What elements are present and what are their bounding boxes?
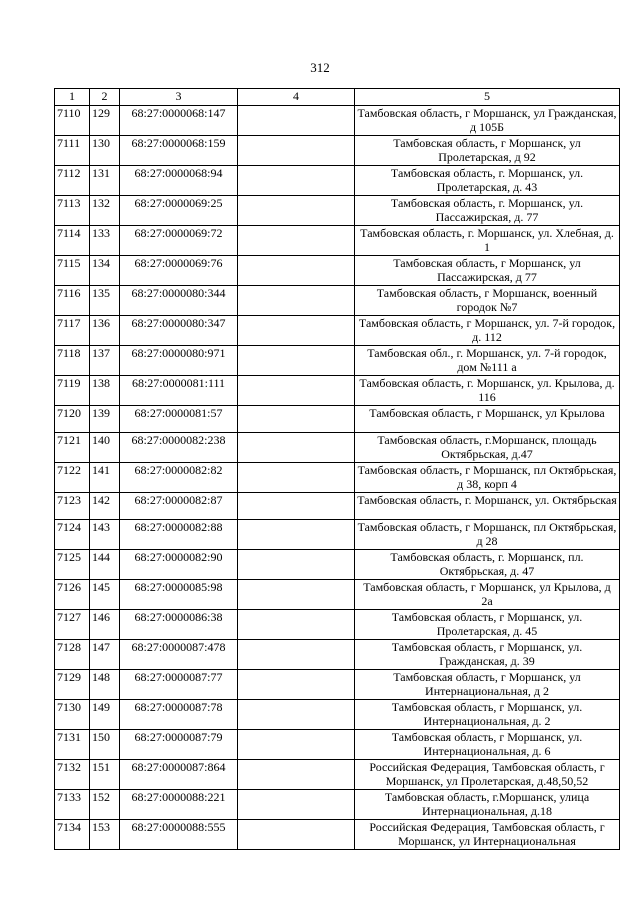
address-cell: Тамбовская область, г Моршанск, ул Гражданская, д 105Б bbox=[355, 106, 620, 136]
local-number-cell: 143 bbox=[90, 520, 120, 550]
cadastral-number-cell: 68:27:0000069:76 bbox=[120, 256, 238, 286]
table-row bbox=[55, 316, 620, 346]
table-row bbox=[55, 730, 620, 760]
table-row bbox=[55, 406, 620, 433]
column-4-cell bbox=[238, 316, 355, 346]
local-number-cell: 136 bbox=[90, 316, 120, 346]
local-number-cell: 152 bbox=[90, 790, 120, 820]
table-row bbox=[55, 346, 620, 376]
address-cell: Тамбовская область, г Моршанск, ул. Интернациональная, д. 6 bbox=[355, 730, 620, 760]
cadastral-number-cell: 68:27:0000081:57 bbox=[120, 406, 238, 433]
address-cell: Тамбовская область, г Моршанск, ул. Пролетарская, д. 45 bbox=[355, 610, 620, 640]
address-cell: Тамбовская область, г. Моршанск, ул. Пассажирская, д. 77 bbox=[355, 196, 620, 226]
row-number-cell: 7111 bbox=[55, 136, 90, 166]
column-4-cell bbox=[238, 760, 355, 790]
column-header-4: 4 bbox=[238, 89, 355, 106]
address-cell: Российская Федерация, Тамбовская область, г Моршанск, ул Пролетарская, д.48,50,52 bbox=[355, 760, 620, 790]
column-4-cell bbox=[238, 820, 355, 850]
address-cell: Тамбовская область, г Моршанск, военный городок №7 bbox=[355, 286, 620, 316]
table-row bbox=[55, 286, 620, 316]
row-number-cell: 7130 bbox=[55, 700, 90, 730]
column-4-cell bbox=[238, 256, 355, 286]
row-number-cell: 7121 bbox=[55, 433, 90, 463]
column-4-cell bbox=[238, 376, 355, 406]
cadastral-number-cell: 68:27:0000082:87 bbox=[120, 493, 238, 520]
cadastral-number-cell: 68:27:0000082:88 bbox=[120, 520, 238, 550]
address-cell: Тамбовская обл., г. Моршанск, ул. 7-й городок, дом №111 а bbox=[355, 346, 620, 376]
row-number-cell: 7124 bbox=[55, 520, 90, 550]
cadastral-number-cell: 68:27:0000069:72 bbox=[120, 226, 238, 256]
column-4-cell bbox=[238, 700, 355, 730]
table-row bbox=[55, 580, 620, 610]
address-cell: Тамбовская область, г. Моршанск, ул. Хлебная, д. 1 bbox=[355, 226, 620, 256]
table-row bbox=[55, 136, 620, 166]
column-4-cell bbox=[238, 166, 355, 196]
cadastral-number-cell: 68:27:0000068:159 bbox=[120, 136, 238, 166]
row-number-cell: 7119 bbox=[55, 376, 90, 406]
address-cell: Тамбовская область, г.Моршанск, площадь Октябрьская, д.47 bbox=[355, 433, 620, 463]
cadastral-number-cell: 68:27:0000087:78 bbox=[120, 700, 238, 730]
column-4-cell bbox=[238, 196, 355, 226]
page-number: 312 bbox=[310, 60, 330, 75]
table-row bbox=[55, 550, 620, 580]
table-row bbox=[55, 196, 620, 226]
row-number-cell: 7125 bbox=[55, 550, 90, 580]
local-number-cell: 142 bbox=[90, 493, 120, 520]
row-number-cell: 7127 bbox=[55, 610, 90, 640]
row-number-cell: 7118 bbox=[55, 346, 90, 376]
local-number-cell: 134 bbox=[90, 256, 120, 286]
table-body bbox=[55, 106, 620, 850]
column-4-cell bbox=[238, 520, 355, 550]
address-cell: Тамбовская область, г Моршанск, ул Пролетарская, д 92 bbox=[355, 136, 620, 166]
local-number-cell: 129 bbox=[90, 106, 120, 136]
local-number-cell: 151 bbox=[90, 760, 120, 790]
cadastral-number-cell: 68:27:0000069:25 bbox=[120, 196, 238, 226]
local-number-cell: 153 bbox=[90, 820, 120, 850]
address-cell: Тамбовская область, г Моршанск, ул Интернациональная, д 2 bbox=[355, 670, 620, 700]
address-cell: Тамбовская область, г. Моршанск, ул. Пролетарская, д. 43 bbox=[355, 166, 620, 196]
row-number-cell: 7126 bbox=[55, 580, 90, 610]
cadastral-number-cell: 68:27:0000068:147 bbox=[120, 106, 238, 136]
column-4-cell bbox=[238, 463, 355, 493]
table-row bbox=[55, 610, 620, 640]
row-number-cell: 7115 bbox=[55, 256, 90, 286]
row-number-cell: 7128 bbox=[55, 640, 90, 670]
table-row bbox=[55, 520, 620, 550]
cadastral-number-cell: 68:27:0000081:111 bbox=[120, 376, 238, 406]
column-4-cell bbox=[238, 493, 355, 520]
local-number-cell: 131 bbox=[90, 166, 120, 196]
local-number-cell: 135 bbox=[90, 286, 120, 316]
local-number-cell: 139 bbox=[90, 406, 120, 433]
address-cell: Тамбовская область, г Моршанск, ул Крылова bbox=[355, 406, 620, 433]
local-number-cell: 133 bbox=[90, 226, 120, 256]
row-number-cell: 7122 bbox=[55, 463, 90, 493]
row-number-cell: 7116 bbox=[55, 286, 90, 316]
table-row bbox=[55, 760, 620, 790]
local-number-cell: 140 bbox=[90, 433, 120, 463]
address-cell: Тамбовская область, г Моршанск, ул. Гражданская, д. 39 bbox=[355, 640, 620, 670]
table-row bbox=[55, 820, 620, 850]
column-4-cell bbox=[238, 580, 355, 610]
table-row bbox=[55, 376, 620, 406]
cadastral-number-cell: 68:27:0000080:347 bbox=[120, 316, 238, 346]
local-number-cell: 150 bbox=[90, 730, 120, 760]
row-number-cell: 7132 bbox=[55, 760, 90, 790]
cadastral-number-cell: 68:27:0000085:98 bbox=[120, 580, 238, 610]
column-header-3: 3 bbox=[120, 89, 238, 106]
table-row bbox=[55, 433, 620, 463]
table-row bbox=[55, 166, 620, 196]
header-row bbox=[55, 89, 620, 106]
address-cell: Тамбовская область, г Моршанск, ул Крылова, д 2а bbox=[355, 580, 620, 610]
column-4-cell bbox=[238, 670, 355, 700]
row-number-cell: 7113 bbox=[55, 196, 90, 226]
row-number-cell: 7129 bbox=[55, 670, 90, 700]
address-cell: Тамбовская область, г. Моршанск, пл. Октябрьская, д. 47 bbox=[355, 550, 620, 580]
address-cell: Тамбовская область, г.Моршанск, улица Интернациональная, д.18 bbox=[355, 790, 620, 820]
address-cell: Тамбовская область, г Моршанск, пл Октябрьская, д 28 bbox=[355, 520, 620, 550]
local-number-cell: 137 bbox=[90, 346, 120, 376]
column-4-cell bbox=[238, 790, 355, 820]
local-number-cell: 144 bbox=[90, 550, 120, 580]
cadastral-number-cell: 68:27:0000087:79 bbox=[120, 730, 238, 760]
column-header-1: 1 bbox=[55, 89, 90, 106]
row-number-cell: 7134 bbox=[55, 820, 90, 850]
address-cell: Российская Федерация, Тамбовская область, г Моршанск, ул Интернациональная bbox=[355, 820, 620, 850]
cadastral-number-cell: 68:27:0000068:94 bbox=[120, 166, 238, 196]
column-4-cell bbox=[238, 286, 355, 316]
address-cell: Тамбовская область, г Моршанск, ул. Интернациональная, д. 2 bbox=[355, 700, 620, 730]
address-cell: Тамбовская область, г Моршанск, ул. 7-й городок, д. 112 bbox=[355, 316, 620, 346]
address-cell: Тамбовская область, г. Моршанск, ул. Октябрьская bbox=[355, 493, 620, 520]
column-4-cell bbox=[238, 433, 355, 463]
column-4-cell bbox=[238, 106, 355, 136]
row-number-cell: 7114 bbox=[55, 226, 90, 256]
cadastral-number-cell: 68:27:0000082:238 bbox=[120, 433, 238, 463]
local-number-cell: 146 bbox=[90, 610, 120, 640]
cadastral-number-cell: 68:27:0000088:555 bbox=[120, 820, 238, 850]
cadastral-number-cell: 68:27:0000082:82 bbox=[120, 463, 238, 493]
cadastral-number-cell: 68:27:0000087:77 bbox=[120, 670, 238, 700]
row-number-cell: 7123 bbox=[55, 493, 90, 520]
local-number-cell: 141 bbox=[90, 463, 120, 493]
cadastral-number-cell: 68:27:0000080:971 bbox=[120, 346, 238, 376]
table-row bbox=[55, 640, 620, 670]
table-row bbox=[55, 226, 620, 256]
column-4-cell bbox=[238, 346, 355, 376]
local-number-cell: 138 bbox=[90, 376, 120, 406]
cadastral-number-cell: 68:27:0000087:864 bbox=[120, 760, 238, 790]
column-4-cell bbox=[238, 550, 355, 580]
table-row bbox=[55, 670, 620, 700]
address-cell: Тамбовская область, г Моршанск, ул Пассажирская, д 77 bbox=[355, 256, 620, 286]
cadastral-number-cell: 68:27:0000087:478 bbox=[120, 640, 238, 670]
column-4-cell bbox=[238, 610, 355, 640]
table-row bbox=[55, 463, 620, 493]
address-cell: Тамбовская область, г. Моршанск, ул. Крылова, д. 116 bbox=[355, 376, 620, 406]
local-number-cell: 149 bbox=[90, 700, 120, 730]
table-row bbox=[55, 106, 620, 136]
table-row bbox=[55, 493, 620, 520]
row-number-cell: 7112 bbox=[55, 166, 90, 196]
column-header-2: 2 bbox=[90, 89, 120, 106]
table-row bbox=[55, 700, 620, 730]
local-number-cell: 145 bbox=[90, 580, 120, 610]
cadastral-number-cell: 68:27:0000088:221 bbox=[120, 790, 238, 820]
column-4-cell bbox=[238, 136, 355, 166]
column-4-cell bbox=[238, 226, 355, 256]
row-number-cell: 7110 bbox=[55, 106, 90, 136]
cadastral-number-cell: 68:27:0000086:38 bbox=[120, 610, 238, 640]
local-number-cell: 148 bbox=[90, 670, 120, 700]
column-header-5: 5 bbox=[355, 89, 620, 106]
register-table bbox=[54, 88, 620, 850]
row-number-cell: 7131 bbox=[55, 730, 90, 760]
row-number-cell: 7120 bbox=[55, 406, 90, 433]
cadastral-number-cell: 68:27:0000082:90 bbox=[120, 550, 238, 580]
address-cell: Тамбовская область, г Моршанск, пл Октябрьская, д 38, корп 4 bbox=[355, 463, 620, 493]
local-number-cell: 130 bbox=[90, 136, 120, 166]
table-row bbox=[55, 790, 620, 820]
row-number-cell: 7117 bbox=[55, 316, 90, 346]
column-4-cell bbox=[238, 640, 355, 670]
local-number-cell: 132 bbox=[90, 196, 120, 226]
column-4-cell bbox=[238, 730, 355, 760]
table-row bbox=[55, 256, 620, 286]
cadastral-number-cell: 68:27:0000080:344 bbox=[120, 286, 238, 316]
row-number-cell: 7133 bbox=[55, 790, 90, 820]
local-number-cell: 147 bbox=[90, 640, 120, 670]
column-4-cell bbox=[238, 406, 355, 433]
